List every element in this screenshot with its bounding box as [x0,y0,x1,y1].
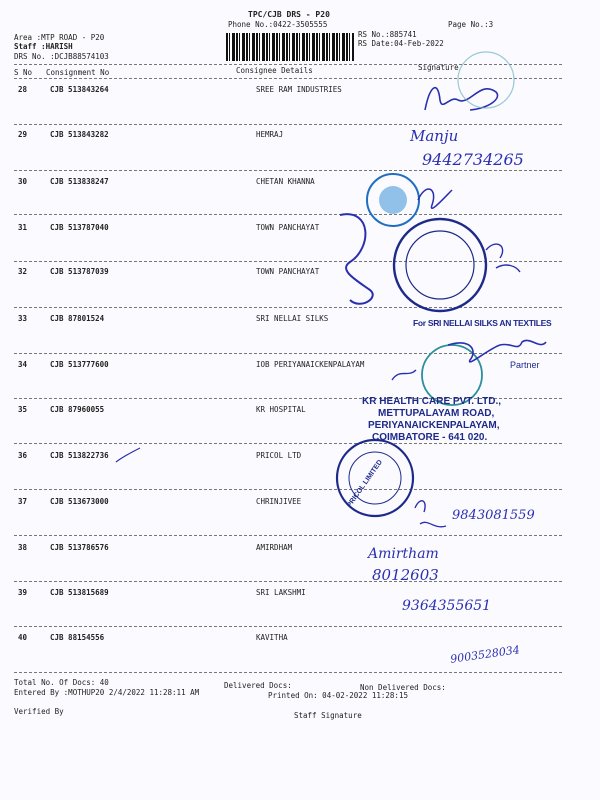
staff-signature: Staff Signature [294,711,362,720]
staff-label: Staff :HARISH [14,42,73,51]
row-consignment: CJB 87801524 [50,314,105,323]
row-sno: 32 [18,267,28,276]
rs-number: RS No.:885741 [358,30,417,39]
row-sno: 39 [18,588,28,597]
row-sno: 33 [18,314,28,323]
row-consignment: CJB 87960055 [50,405,105,414]
non-delivered-docs: Non Delivered Docs: [360,683,446,692]
kr-stamp-line3: PERIYANAICKENPALAYAM, [368,420,500,431]
entered-by: Entered By :MOTHUP20 2/4/2022 11:28:11 AM [14,688,200,697]
handwritten-phone: 9843081559 [452,508,535,523]
area-label: Area :MTP ROAD - P20 [14,33,105,42]
rs-date: RS Date:04-Feb-2022 [358,39,444,48]
kr-stamp-line2: METTUPALAYAM ROAD, [378,408,495,419]
signature-scribble [420,522,446,527]
row-consignee: KAVITHA [256,633,288,642]
handwritten-number: 8012603 [372,566,439,584]
row-consignee: TOWN PANCHAYAT [256,223,320,232]
handwritten-phone: 9442734265 [422,150,524,169]
row-consignment: CJB 88154556 [50,633,105,642]
row-sno: 31 [18,223,28,232]
row-sno: 37 [18,497,28,506]
col-consignee: Consignee Details [236,66,313,75]
row-consignee: PRICOL LTD [256,451,302,460]
row-sno: 36 [18,451,28,460]
row-consignment: CJB 513777600 [50,360,109,369]
phone-number: Phone No.:0422-3505555 [228,20,328,29]
signature-scribble [448,340,546,361]
row-consignee: KR HOSPITAL [256,405,306,414]
row-consignee: CHRINJIVEE [256,497,302,506]
row-consignment: CJB 513843282 [50,130,109,139]
kr-stamp-line1: KR HEALTH CARE PVT. LTD., [362,396,502,407]
partner-label: Partner [510,360,540,370]
signature-scribble [418,189,452,208]
handwritten-name: Amirtham [368,546,439,562]
total-docs: Total No. Of Docs: 40 [14,678,109,687]
row-sno: 28 [18,85,28,94]
row-consignment: CJB 513787039 [50,267,109,276]
row-sno: 34 [18,360,28,369]
row-sno: 29 [18,130,28,139]
kr-stamp-line4: COIMBATORE - 641 020. [372,432,488,443]
row-consignee: IOB PERIYANAICKENPALAYAM [256,360,365,369]
row-consignee: SRI NELLAI SILKS [256,314,329,323]
nellai-silks-stamp: For SRI NELLAI SILKS AN TEXTILES [413,318,552,328]
row-consignee: AMIRDHAM [256,543,293,552]
row-consignee: TOWN PANCHAYAT [256,267,320,276]
row-consignment: CJB 513838247 [50,177,109,186]
page-number: Page No.:3 [448,20,494,29]
verified-by: Verified By [14,707,64,716]
row-consignment: CJB 513673000 [50,497,109,506]
row-sno: 35 [18,405,28,414]
signature-scribble [425,88,498,110]
col-signature: Signature [418,63,459,72]
row-consignee: HEMRAJ [256,130,284,139]
row-consignment: CJB 513822736 [50,451,109,460]
row-consignee: SRI LAKSHMI [256,588,306,597]
town-panchayat-seal [394,219,486,311]
col-consignment: Consignment No [46,68,110,77]
row-consignment: CJB 513815689 [50,588,109,597]
row-sno: 30 [18,177,28,186]
faded-stamp [458,52,514,108]
drs-number: DRS No. :DCJB88574103 [14,52,109,61]
signature-scribble [340,214,373,304]
delivered-docs: Delivered Docs: [224,681,292,690]
doc-title: TPC/CJB DRS - P20 [248,10,330,19]
row-consignment: CJB 513843264 [50,85,109,94]
handwritten-phone: 9364355651 [402,598,492,614]
row-consignee: SREE RAM INDUSTRIES [256,85,342,94]
row-sno: 38 [18,543,28,552]
handwritten-phone: 9003528034 [449,643,521,666]
printed-on: Printed On: 04-02-2022 11:28:15 [268,691,408,700]
col-sno: S No [14,68,33,77]
row-consignment: CJB 513786576 [50,543,109,552]
signature-scribble [415,501,425,512]
row-consignee: CHETAN KHANNA [256,177,315,186]
handwritten-name: Manju [410,127,459,145]
pricol-stamp-text: PRICOL LIMITED [346,458,385,510]
row-consignment: CJB 513787040 [50,223,109,232]
row-sno: 40 [18,633,28,642]
